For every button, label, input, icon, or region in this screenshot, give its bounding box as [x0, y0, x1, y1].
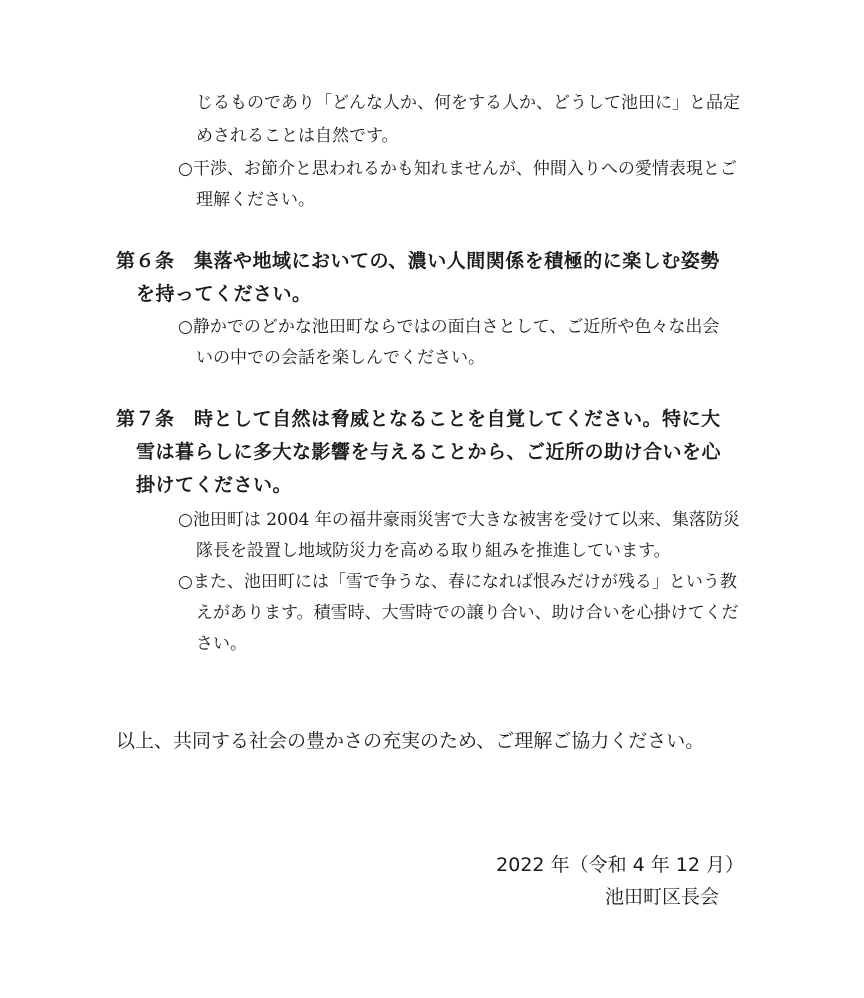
- article-6-heading-line-2: を持ってください。: [136, 283, 312, 305]
- intro-continued-line-2: めされることは自然です。: [196, 126, 399, 146]
- article-6-bullet-line-2: いの中での会話を楽しんでください。: [196, 348, 485, 368]
- article-6-heading-line-1: 第６条 集落や地域においての、濃い人間関係を積極的に楽しむ姿勢: [116, 250, 720, 272]
- bullet-interference-line-1: ○干渉、お節介と思われるかも知れませんが、仲間入りへの愛情表現とご: [178, 159, 737, 179]
- signature-date: 2022 年（令和 4 年 12 月）: [496, 854, 744, 876]
- article-7-heading-line-3: 掛けてください。: [136, 474, 293, 496]
- article-7-bullet-2-line-3: さい。: [196, 634, 247, 654]
- article-7-bullet-1-line-2: 隊長を設置し地域防災力を高める取り組みを推進しています。: [196, 541, 671, 561]
- article-6-bullet-line-1: ○静かでのどかな池田町ならではの面白さとして、ご近所や色々な出会: [178, 317, 720, 337]
- article-7-bullet-2-line-1: ○また、池田町には「雪で争うな、春になれば恨みだけが残る」という教: [178, 572, 737, 592]
- intro-continued-line-1: じるものであり「どんな人か、何をする人か、どうして池田に」と品定: [196, 93, 740, 113]
- closing-statement: 以上、共同する社会の豊かさの充実のため、ご理解ご協力ください。: [116, 730, 705, 752]
- signature-author: 池田町区長会: [604, 886, 719, 908]
- bullet-interference-line-2: 理解ください。: [196, 190, 315, 210]
- article-7-bullet-1-line-1: ○池田町は 2004 年の福井豪雨災害で大きな被害を受けて以来、集落防災: [178, 510, 740, 530]
- article-7-heading-line-1: 第７条 時として自然は脅威となることを自覚してください。特に大: [116, 408, 721, 430]
- article-7-heading-line-2: 雪は暮らしに多大な影響を与えることから、ご近所の助け合いを心: [136, 441, 722, 463]
- article-7-bullet-2-line-2: えがあります。積雪時、大雪時での譲り合い、助け合いを心掛けてくだ: [196, 603, 739, 623]
